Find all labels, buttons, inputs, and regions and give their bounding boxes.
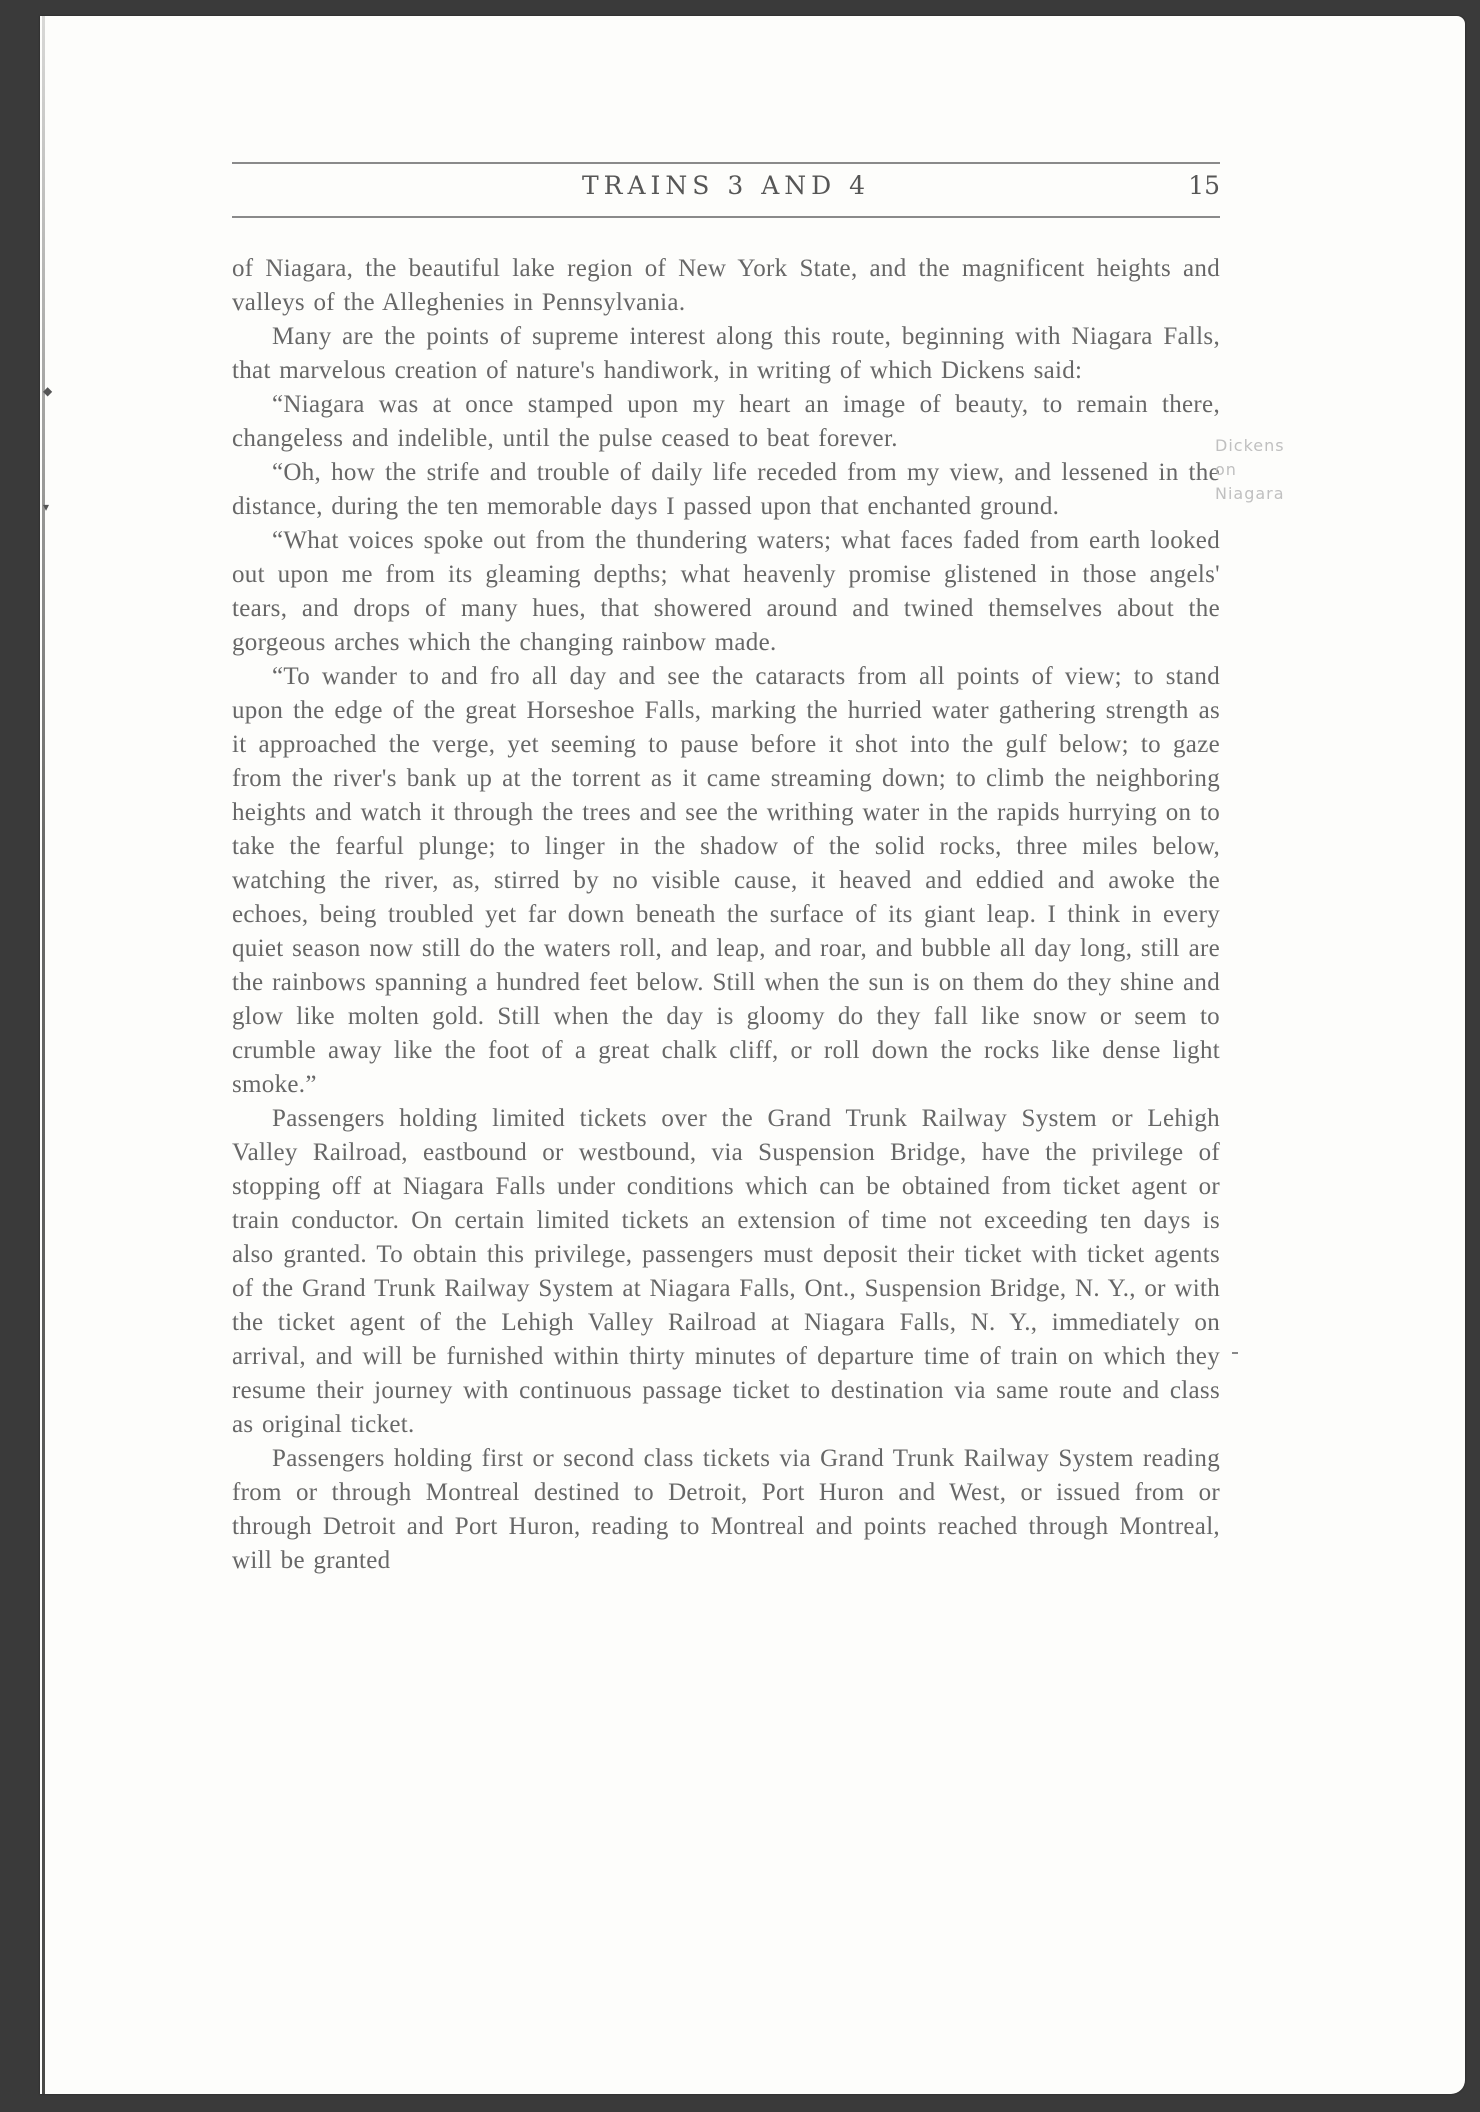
header-rule-top [232,162,1220,164]
paragraph: Many are the points of supreme interest along this route, beginning with Niagara Falls, that marvelous creation of nature's handiwork, in writing of which Dickens said: [232,323,1220,384]
edge-mark: ▾ [43,500,50,514]
paragraph: Passengers holding limited tickets over the Grand Trunk Railway System or Lehigh Valley Railroad, eastbound or westbound, via Suspension Bridge, have the privilege of stopping off at Niagara Falls under conditions which can be obtained from ticket agent or train conductor. On certain limited tickets an extension of time not exceeding ten days is also granted. To obtain this privilege, passengers must deposit their ticket with ticket agents of the Grand Trunk Railway System at Niagara Falls, Ont., Suspension Bridge, N. Y., or with the ticket agent of the Lehigh Valley Railroad at Niagara Falls, N. Y., immediately on arrival, and will be furnished within thirty minutes of departure time of train on which they resume their journey with continuous passage ticket to destination via same route and class as original ticket. [232,1105,1220,1438]
margin-note-line: Niagara [1215,484,1285,503]
margin-note [1215,434,1285,506]
binding-edge [42,16,45,2094]
book-page [40,16,1465,2094]
edge-mark: ◆ [43,384,53,398]
header-rule-bottom [232,216,1220,218]
paragraph: of Niagara, the beautiful lake region of New York State, and the magnificent heights and valleys of the Alleghenies in Pennsylvania. [232,255,1220,316]
paragraph: “To wander to and fro all day and see the cataracts from all points of view; to stand upon the edge of the great Horseshoe Falls, marking the hurried water gathering strength as it approached the verge, yet seeming to pause before it shot into the gulf below; to gaze from the river's bank up at the torrent as it came streaming down; to climb the neighboring heights and watch it through the trees and see the writhing water in the rapids hurrying on to take the fearful plunge; to linger in the shadow of the solid rocks, three miles below, watching the river, as, stirred by no visible cause, it heaved and eddied and awoke the echoes, being troubled yet far down beneath the surface of its giant leap. I think in every quiet season now still do the waters roll, and leap, and roar, and bubble all day long, still are the rainbows spanning a hundred feet below. Still when the sun is on them do they shine and glow like molten gold. Still when the day is gloomy do they fall like snow or seem to crumble away like the foot of a great chalk cliff, or roll down the rocks like dense light smoke.” [232,663,1220,1098]
paragraph: Passengers holding first or second class tickets via Grand Trunk Railway System reading from or through Montreal destined to Detroit, Port Huron and West, or issued from or through Detroit and Port Huron, reading to Montreal and points reached through Montreal, will be granted [232,1445,1220,1574]
paragraph: “Oh, how the strife and trouble of daily life receded from my view, and lessened in the distance, during the ten memorable days I passed upon that enchanted ground. [232,459,1220,520]
margin-note-line: Dickens [1215,436,1285,455]
stray-mark [1232,1352,1238,1354]
paragraph: “What voices spoke out from the thundering waters; what faces faded from earth looked out upon me from its gleaming depths; what heavenly promise glistened in those angels' tears, and drops of many hues, that showered around and twined themselves about the gorgeous arches which the changing rainbow made. [232,527,1220,656]
body-text [232,252,1220,1578]
margin-note-line: on [1215,460,1237,479]
paragraph: “Niagara was at once stamped upon my heart an image of beauty, to remain there, changeless and indelible, until the pulse ceased to beat forever. [232,391,1220,452]
running-head: TRAINS 3 AND 4 [581,171,871,200]
page-number: 15 [1188,171,1220,200]
